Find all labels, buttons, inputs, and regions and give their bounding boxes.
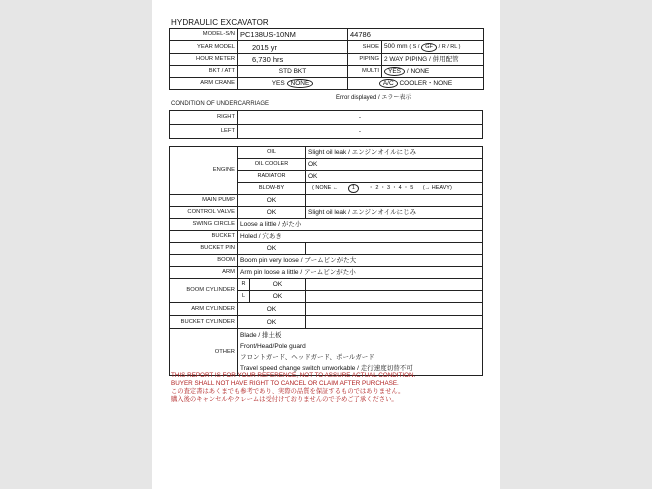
arm-value: Arm pin loose a little / アームピンがた小	[238, 267, 483, 279]
shoe-value: 500 mm	[384, 43, 408, 50]
blowby-scale	[306, 183, 483, 195]
blowby-right: (→ HEAVY)	[422, 185, 452, 191]
blowby-selected: 1	[348, 184, 359, 193]
crane-label: ARM CRANE	[170, 78, 238, 90]
arm-cylinder-value: OK	[238, 303, 306, 316]
left-value: -	[238, 125, 483, 139]
disclaimer-line: THIS REPORT IS FOR YOUR REFERENCE, NOT TO ASSURE ACTUAL CONDITION.	[171, 372, 416, 379]
boom-value: Boom pin very loose / ブームピンがた大	[238, 255, 483, 267]
oil-cooler-label: OIL COOLER	[238, 159, 306, 171]
other-line: フロントガード、ヘッドガード、ポールガード	[240, 354, 375, 361]
bkt-label: BKT / ATT	[170, 66, 238, 78]
disclaimer-line: 購入後のキャンセルやクレームは受付けておりませんので予めご了承ください。	[171, 396, 398, 403]
main-pump-value: OK	[238, 195, 306, 207]
cooler-opts: COOLER・NONE	[399, 80, 453, 87]
left-label: LEFT	[170, 125, 238, 139]
piping-value: 2 WAY PIPING / 併用配管	[382, 54, 484, 66]
arm-cylinder-label: ARM CYLINDER	[170, 303, 238, 316]
radiator-label: RADIATOR	[238, 171, 306, 183]
boom-cylinder-r-label: R	[238, 279, 250, 291]
other-label: OTHER	[170, 329, 238, 376]
disclaimer	[171, 372, 415, 404]
crane-none: NONE	[287, 79, 314, 88]
main-pump-label: MAIN PUMP	[170, 195, 238, 207]
model-value: PC138US-10NM	[238, 29, 348, 41]
boom-label: BOOM	[170, 255, 238, 267]
bucket-cylinder-value: OK	[238, 316, 306, 329]
model-label: MODEL-S/N	[170, 29, 238, 41]
undercarriage-table	[169, 110, 483, 139]
blowby-left: ( NONE ←	[312, 185, 339, 191]
other-line: Travel speed change switch unworkable / 走行速度切替不可	[240, 365, 413, 372]
control-valve-label: CONTROL VALVE	[170, 207, 238, 219]
boom-cylinder-r-value: OK	[250, 279, 306, 291]
shoe-opts-post: / R / RL )	[438, 44, 461, 50]
disclaimer-line: BUYER SHALL NOT HAVE RIGHT TO CANCEL OR CLAIM AFTER PURCHASE.	[171, 380, 399, 387]
bucket-pin-label: BUCKET PIN	[170, 243, 238, 255]
error-note: Error displayed / エラー表示	[336, 95, 412, 101]
piping-label: PIPING	[348, 54, 382, 66]
other-notes	[238, 329, 483, 376]
serial-value: 44786	[348, 29, 484, 41]
boom-cylinder-l-label: L	[238, 291, 250, 303]
other-line: Front/Head/Pole guard	[240, 343, 306, 350]
right-value: -	[238, 111, 483, 125]
bucket-pin-value: OK	[238, 243, 306, 255]
bucket-value: Holed / 穴あき	[238, 231, 483, 243]
hour-value: 6,730 hrs	[238, 54, 348, 66]
condition-table	[169, 146, 483, 376]
blowby-rest: ・ 2 ・ 3 ・ 4 ・ 5	[368, 185, 414, 191]
hour-label: HOUR METER	[170, 54, 238, 66]
year-value: 2015 yr	[238, 41, 348, 54]
bucket-label: BUCKET	[170, 231, 238, 243]
engine-label: ENGINE	[170, 147, 238, 195]
right-label: RIGHT	[170, 111, 238, 125]
bkt-value: STD BKT	[238, 66, 348, 78]
radiator-value: OK	[306, 171, 483, 183]
multi-label: MULTI	[348, 66, 382, 78]
year-label: YEAR MODEL	[170, 41, 238, 54]
shoe-opts-pre: ( S /	[409, 44, 420, 50]
undercarriage-title: CONDITION OF UNDERCARRIAGE	[171, 101, 270, 107]
report-sheet	[152, 0, 500, 489]
control-valve-ok: OK	[238, 207, 306, 219]
oil-cooler-value: OK	[306, 159, 483, 171]
report-title: HYDRAULIC EXCAVATOR	[171, 18, 269, 27]
multi-yes: YES	[384, 67, 405, 76]
shoe-label: SHOE	[348, 41, 382, 54]
shoe-selected: GF	[421, 43, 437, 52]
boom-cylinder-label: BOOM CYLINDER	[170, 279, 238, 303]
disclaimer-line: この査定書はあくまでも参考であり、実際の品質を保証するものではありません。	[171, 388, 405, 395]
oil-value: Slight oil leak / エンジンオイルにじみ	[306, 147, 483, 159]
swing-value: Loose a little / がた小	[238, 219, 483, 231]
oil-label: OIL	[238, 147, 306, 159]
swing-label: SWING CIRCLE	[170, 219, 238, 231]
multi-sep: /	[406, 68, 409, 75]
multi-cell	[382, 66, 484, 78]
shoe-cell	[382, 41, 484, 54]
ac-cell	[348, 78, 484, 90]
blowby-label: BLOW-BY	[238, 183, 306, 195]
arm-label: ARM	[170, 267, 238, 279]
control-valve-note: Slight oil leak / エンジンオイルにじみ	[306, 207, 483, 219]
boom-cylinder-l-value: OK	[250, 291, 306, 303]
crane-cell	[238, 78, 348, 90]
crane-yes: YES	[271, 80, 285, 87]
ac-selected: A/C	[379, 79, 398, 88]
multi-no: NONE	[410, 68, 430, 75]
spec-table	[169, 28, 484, 90]
other-line: Blade / 排土板	[240, 332, 282, 339]
bucket-cylinder-label: BUCKET CYLINDER	[170, 316, 238, 329]
